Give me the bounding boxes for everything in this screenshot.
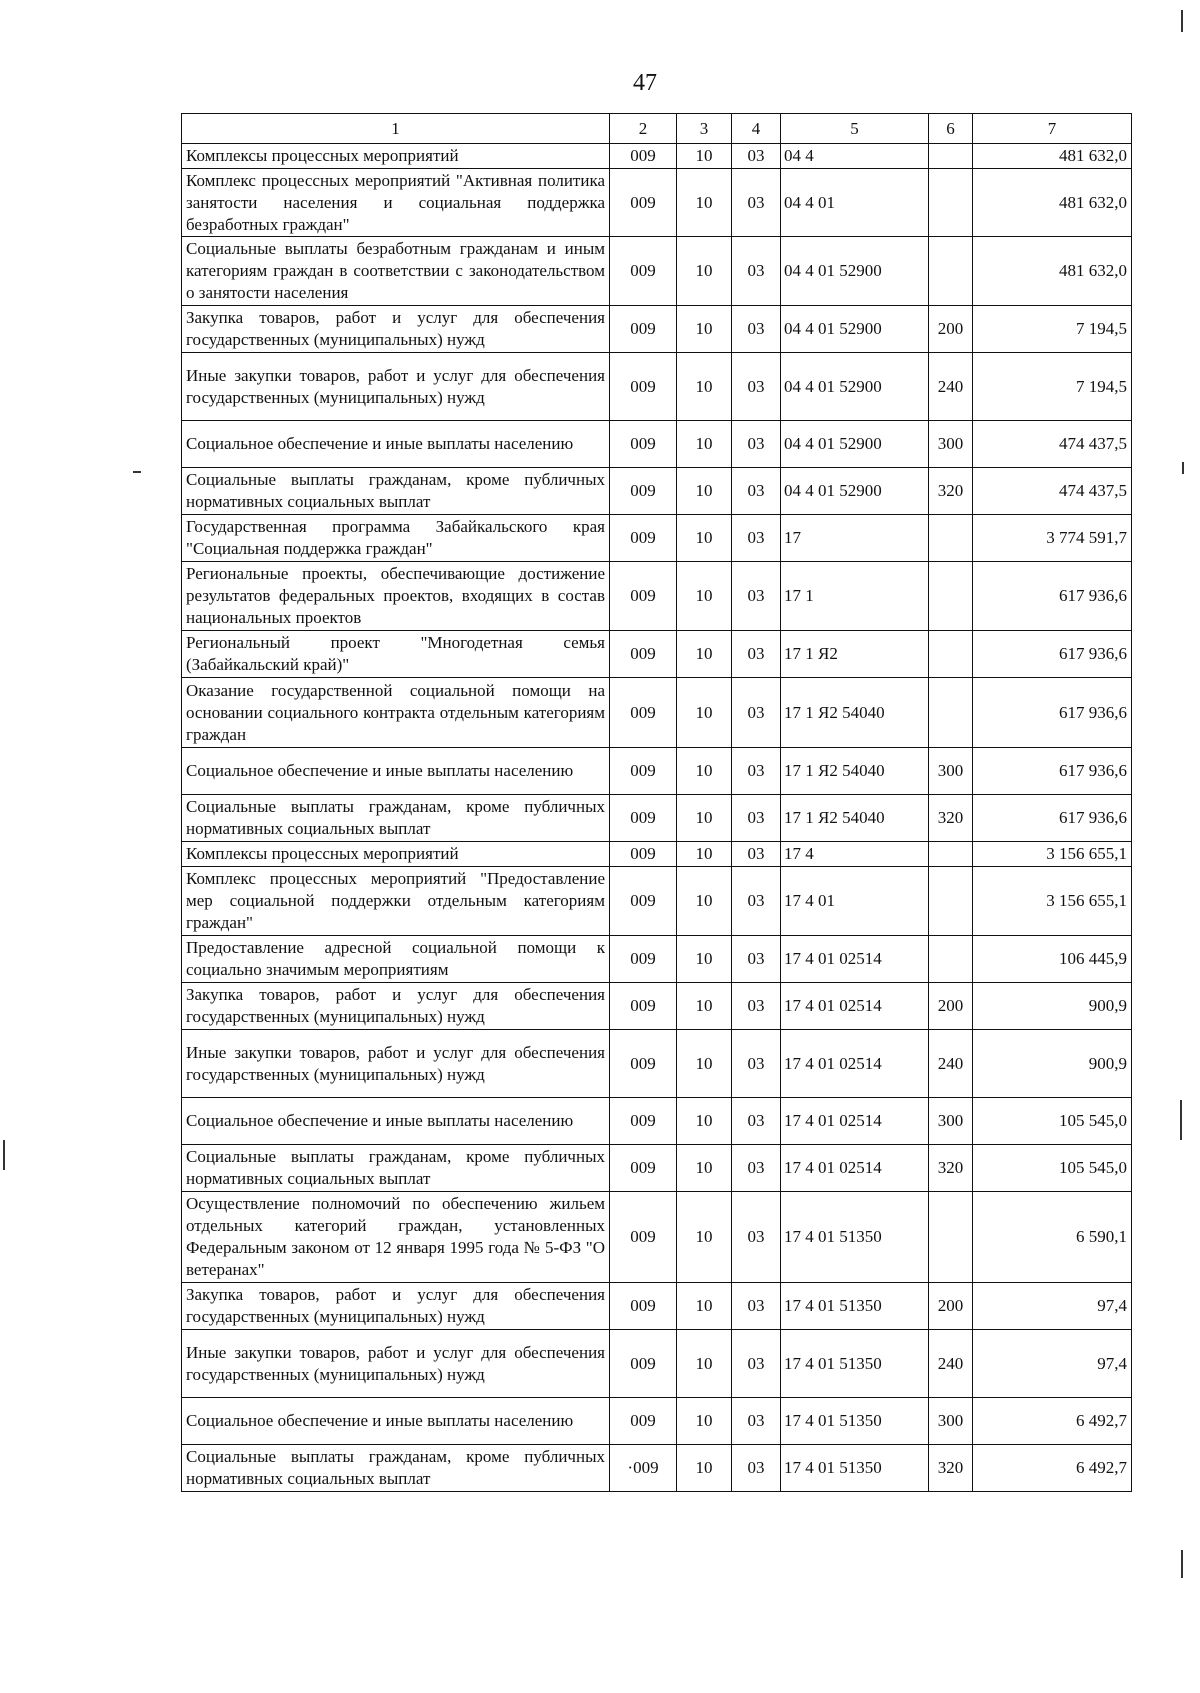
row-amount-cell: 617 936,6 [973,795,1132,842]
table-row [182,842,1132,867]
row-target-code-cell: 17 [781,515,929,562]
row-name-cell: Комплекс процессных мероприятий "Активная политика занятости населения и социальная поддержка безработных граждан" [182,169,610,237]
row-col3-cell: 10 [677,936,732,983]
row-name-cell: Иные закупки товаров, работ и услуг для обеспечения государственных (муниципальных) нужд [182,1330,610,1398]
row-col2-cell: 009 [610,748,677,795]
row-col4-cell: 03 [732,1445,781,1492]
row-col2-cell: 009 [610,1030,677,1098]
row-amount-cell: 617 936,6 [973,678,1132,748]
row-col2-cell: 009 [610,306,677,353]
row-name-cell: Социальное обеспечение и иные выплаты населению [182,1098,610,1145]
row-amount-cell: 6 492,7 [973,1445,1132,1492]
table-row [182,1330,1132,1398]
scan-edge-mark [3,1140,5,1170]
row-col3-cell: 10 [677,795,732,842]
row-col3-cell: 10 [677,306,732,353]
row-amount-cell: 474 437,5 [973,468,1132,515]
row-amount-cell: 6 590,1 [973,1192,1132,1283]
row-name-cell: Комплексы процессных мероприятий [182,842,610,867]
row-target-code-cell: 17 1 Я2 54040 [781,678,929,748]
row-target-code-cell: 17 4 01 51350 [781,1192,929,1283]
table-row [182,748,1132,795]
row-col3-cell: 10 [677,169,732,237]
row-expense-type-cell [929,144,973,169]
row-name-cell: Комплексы процессных мероприятий [182,144,610,169]
row-expense-type-cell [929,842,973,867]
table-row [182,353,1132,421]
row-col3-cell: 10 [677,678,732,748]
row-amount-cell: 481 632,0 [973,237,1132,306]
row-col3-cell: 10 [677,1030,732,1098]
row-name-cell: Закупка товаров, работ и услуг для обеспечения государственных (муниципальных) нужд [182,1283,610,1330]
row-target-code-cell: 04 4 01 52900 [781,237,929,306]
scan-edge-mark [1182,462,1184,474]
row-target-code-cell: 17 4 01 [781,867,929,936]
row-name-cell: Оказание государственной социальной помощи на основании социального контракта отдельным категориям граждан [182,678,610,748]
table-row [182,421,1132,468]
row-name-cell: Региональный проект "Многодетная семья (Забайкальский край)" [182,631,610,678]
row-amount-cell: 617 936,6 [973,562,1132,631]
table-row [182,515,1132,562]
row-name-cell: Социальные выплаты гражданам, кроме публичных нормативных социальных выплат [182,468,610,515]
row-expense-type-cell [929,237,973,306]
table-row [182,795,1132,842]
row-col3-cell: 10 [677,983,732,1030]
table-row [182,306,1132,353]
row-amount-cell: 3 774 591,7 [973,515,1132,562]
row-amount-cell: 3 156 655,1 [973,867,1132,936]
row-target-code-cell: 17 1 Я2 [781,631,929,678]
table-row [182,1098,1132,1145]
row-col2-cell: 009 [610,983,677,1030]
row-target-code-cell: 17 1 [781,562,929,631]
row-col4-cell: 03 [732,237,781,306]
row-col2-cell: 009 [610,421,677,468]
table-row [182,169,1132,237]
scan-edge-mark [1181,10,1183,32]
row-col4-cell: 03 [732,353,781,421]
row-expense-type-cell [929,169,973,237]
header-col-1: 1 [182,114,610,144]
row-col2-cell: 009 [610,353,677,421]
table-row [182,1445,1132,1492]
row-amount-cell: 900,9 [973,1030,1132,1098]
row-expense-type-cell [929,936,973,983]
row-col4-cell: 03 [732,468,781,515]
row-name-cell: Социальное обеспечение и иные выплаты населению [182,421,610,468]
row-col4-cell: 03 [732,936,781,983]
page-number: 47 [633,70,657,96]
row-col2-cell: 009 [610,144,677,169]
budget-table [181,113,1132,1492]
row-expense-type-cell: 300 [929,748,973,795]
table-row [182,1283,1132,1330]
row-col3-cell: 10 [677,421,732,468]
row-amount-cell: 617 936,6 [973,748,1132,795]
row-col4-cell: 03 [732,1030,781,1098]
row-col3-cell: 10 [677,631,732,678]
row-col4-cell: 03 [732,144,781,169]
row-col2-cell: 009 [610,237,677,306]
row-target-code-cell: 17 4 [781,842,929,867]
row-amount-cell: 474 437,5 [973,421,1132,468]
row-col2-cell: 009 [610,631,677,678]
row-col2-cell: ·009 [610,1445,677,1492]
row-target-code-cell: 17 4 01 02514 [781,1030,929,1098]
row-col4-cell: 03 [732,169,781,237]
row-col2-cell: 009 [610,1145,677,1192]
row-target-code-cell: 17 4 01 02514 [781,1098,929,1145]
row-col2-cell: 009 [610,1283,677,1330]
row-col3-cell: 10 [677,1283,732,1330]
row-col4-cell: 03 [732,421,781,468]
row-col3-cell: 10 [677,748,732,795]
row-name-cell: Иные закупки товаров, работ и услуг для обеспечения государственных (муниципальных) нужд [182,1030,610,1098]
table-row [182,562,1132,631]
row-expense-type-cell [929,515,973,562]
row-expense-type-cell: 200 [929,1283,973,1330]
header-col-7: 7 [973,114,1132,144]
row-target-code-cell: 17 4 01 02514 [781,983,929,1030]
row-col3-cell: 10 [677,468,732,515]
row-col4-cell: 03 [732,867,781,936]
row-col3-cell: 10 [677,353,732,421]
row-col2-cell: 009 [610,468,677,515]
row-col4-cell: 03 [732,748,781,795]
row-amount-cell: 105 545,0 [973,1145,1132,1192]
row-target-code-cell: 04 4 01 52900 [781,421,929,468]
row-expense-type-cell: 200 [929,306,973,353]
row-col4-cell: 03 [732,515,781,562]
row-name-cell: Осуществление полномочий по обеспечению жильем отдельных категорий граждан, установленных Федеральным законом от 12 января 1995 года № 5-ФЗ "О ветеранах" [182,1192,610,1283]
row-name-cell: Социальные выплаты безработным гражданам и иным категориям граждан в соответствии с законодательством о занятости населения [182,237,610,306]
row-target-code-cell: 17 1 Я2 54040 [781,748,929,795]
row-expense-type-cell: 240 [929,1030,973,1098]
row-col2-cell: 009 [610,678,677,748]
row-col4-cell: 03 [732,306,781,353]
row-col4-cell: 03 [732,1098,781,1145]
row-name-cell: Комплекс процессных мероприятий "Предоставление мер социальной поддержки отдельным категориям граждан" [182,867,610,936]
table-row [182,1030,1132,1098]
table-row [182,983,1132,1030]
row-expense-type-cell [929,1192,973,1283]
row-expense-type-cell: 320 [929,1445,973,1492]
table-row [182,468,1132,515]
row-col2-cell: 009 [610,1192,677,1283]
row-amount-cell: 7 194,5 [973,353,1132,421]
row-name-cell: Социальное обеспечение и иные выплаты населению [182,1398,610,1445]
row-col3-cell: 10 [677,1398,732,1445]
row-amount-cell: 7 194,5 [973,306,1132,353]
row-name-cell: Закупка товаров, работ и услуг для обеспечения государственных (муниципальных) нужд [182,306,610,353]
row-col2-cell: 009 [610,1330,677,1398]
row-name-cell: Предоставление адресной социальной помощи к социально значимым мероприятиям [182,936,610,983]
row-name-cell: Социальное обеспечение и иные выплаты населению [182,748,610,795]
row-col4-cell: 03 [732,795,781,842]
row-col2-cell: 009 [610,867,677,936]
row-col3-cell: 10 [677,515,732,562]
row-expense-type-cell: 300 [929,1398,973,1445]
row-col4-cell: 03 [732,1398,781,1445]
row-expense-type-cell: 240 [929,353,973,421]
row-amount-cell: 481 632,0 [973,169,1132,237]
row-col4-cell: 03 [732,983,781,1030]
row-expense-type-cell: 320 [929,468,973,515]
row-name-cell: Иные закупки товаров, работ и услуг для обеспечения государственных (муниципальных) нужд [182,353,610,421]
row-expense-type-cell: 300 [929,421,973,468]
row-target-code-cell: 04 4 01 52900 [781,353,929,421]
row-target-code-cell: 17 4 01 02514 [781,1145,929,1192]
row-target-code-cell: 17 4 01 51350 [781,1330,929,1398]
scan-edge-mark [133,471,141,473]
row-col4-cell: 03 [732,678,781,748]
table-row [182,936,1132,983]
header-col-3: 3 [677,114,732,144]
table-row [182,631,1132,678]
row-amount-cell: 105 545,0 [973,1098,1132,1145]
row-name-cell: Государственная программа Забайкальского края "Социальная поддержка граждан" [182,515,610,562]
header-col-2: 2 [610,114,677,144]
header-col-6: 6 [929,114,973,144]
row-amount-cell: 97,4 [973,1330,1132,1398]
row-col3-cell: 10 [677,867,732,936]
header-col-4: 4 [732,114,781,144]
row-target-code-cell: 17 4 01 51350 [781,1398,929,1445]
row-amount-cell: 900,9 [973,983,1132,1030]
row-expense-type-cell: 320 [929,795,973,842]
row-name-cell: Социальные выплаты гражданам, кроме публичных нормативных социальных выплат [182,1445,610,1492]
row-target-code-cell: 04 4 01 52900 [781,306,929,353]
row-col3-cell: 10 [677,144,732,169]
table-row [182,867,1132,936]
row-col4-cell: 03 [732,1330,781,1398]
row-name-cell: Социальные выплаты гражданам, кроме публичных нормативных социальных выплат [182,795,610,842]
row-expense-type-cell [929,867,973,936]
row-col4-cell: 03 [732,631,781,678]
row-col4-cell: 03 [732,1145,781,1192]
header-col-5: 5 [781,114,929,144]
row-amount-cell: 106 445,9 [973,936,1132,983]
row-amount-cell: 3 156 655,1 [973,842,1132,867]
row-expense-type-cell [929,562,973,631]
row-col4-cell: 03 [732,842,781,867]
row-amount-cell: 481 632,0 [973,144,1132,169]
row-name-cell: Закупка товаров, работ и услуг для обеспечения государственных (муниципальных) нужд [182,983,610,1030]
row-col2-cell: 009 [610,515,677,562]
row-col3-cell: 10 [677,237,732,306]
row-amount-cell: 617 936,6 [973,631,1132,678]
row-col2-cell: 009 [610,169,677,237]
row-expense-type-cell [929,678,973,748]
table-row [182,1192,1132,1283]
row-col3-cell: 10 [677,1098,732,1145]
table-row [182,678,1132,748]
row-col2-cell: 009 [610,795,677,842]
row-amount-cell: 97,4 [973,1283,1132,1330]
row-target-code-cell: 17 4 01 02514 [781,936,929,983]
row-name-cell: Региональные проекты, обеспечивающие достижение результатов федеральных проектов, входящих в состав национальных проектов [182,562,610,631]
row-amount-cell: 6 492,7 [973,1398,1132,1445]
row-name-cell: Социальные выплаты гражданам, кроме публичных нормативных социальных выплат [182,1145,610,1192]
table-row [182,1145,1132,1192]
row-target-code-cell: 04 4 [781,144,929,169]
row-col3-cell: 10 [677,1445,732,1492]
row-target-code-cell: 17 1 Я2 54040 [781,795,929,842]
table-row [182,1398,1132,1445]
table-row [182,237,1132,306]
row-expense-type-cell: 320 [929,1145,973,1192]
row-target-code-cell: 17 4 01 51350 [781,1283,929,1330]
row-col4-cell: 03 [732,1283,781,1330]
scan-edge-mark [1181,1550,1183,1578]
row-expense-type-cell: 240 [929,1330,973,1398]
row-col2-cell: 009 [610,842,677,867]
row-expense-type-cell: 300 [929,1098,973,1145]
row-expense-type-cell: 200 [929,983,973,1030]
row-col2-cell: 009 [610,1098,677,1145]
table-row [182,144,1132,169]
row-col3-cell: 10 [677,1330,732,1398]
row-col2-cell: 009 [610,936,677,983]
row-expense-type-cell [929,631,973,678]
row-col3-cell: 10 [677,1192,732,1283]
row-col3-cell: 10 [677,842,732,867]
scan-edge-mark [1180,1100,1182,1140]
row-col2-cell: 009 [610,1398,677,1445]
table-header-row [182,114,1132,144]
row-col3-cell: 10 [677,1145,732,1192]
row-target-code-cell: 04 4 01 [781,169,929,237]
row-col4-cell: 03 [732,1192,781,1283]
row-target-code-cell: 17 4 01 51350 [781,1445,929,1492]
row-col2-cell: 009 [610,562,677,631]
row-col3-cell: 10 [677,562,732,631]
row-col4-cell: 03 [732,562,781,631]
row-target-code-cell: 04 4 01 52900 [781,468,929,515]
